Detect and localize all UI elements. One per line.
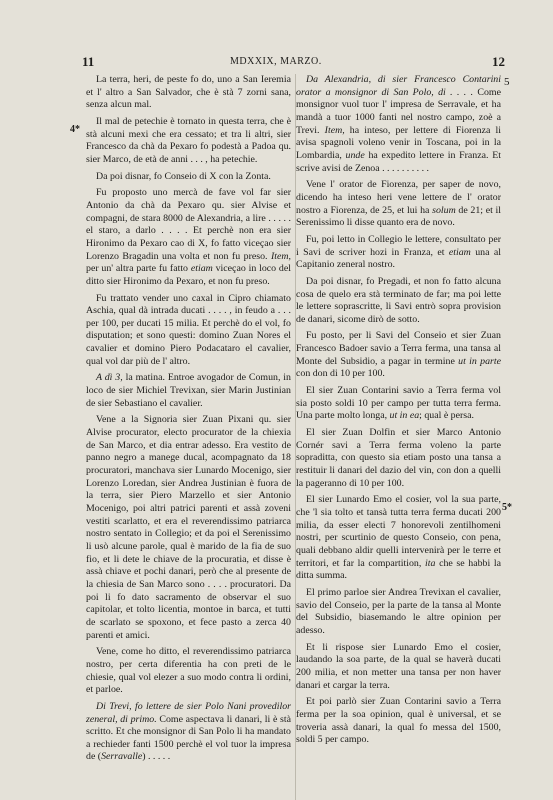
paragraph: Vene a la Signoria sier Zuan Pixani qu. sier Alvise procurator, electo procurator de la chiexia de San Marco, et dia entrar adesso. Era vestito de panno negro a manege ducal, acompagnato da 18 procuratori, manchava sier Lunardo Mocenigo, sier Lorenzo Loredan, sier Andrea Justinian è fuora de la terra, sier Piero Marzello et sier Antonio Mocenigo, poi altri patrici parenti et assà zoveni vestiti scarlatto, et era el reverendissimo patriarca nostro sentato in Collegio; et da poi el Serenissimo li usò alcune parole, qual è marido de la fia de suo fio, et li dete le chiave de la procuratia, et disse è assà chiave et pochi danari, però che al presente de la chiesia de San Marco sono . . . . procuratori. Da poi li fo dato sacramento de observar el suo capitolar, et tolto licentia, montoe in barca, et tutti de scarlato se spoxono, et fece pasto a zerca 40 parenti et amici. <box>86 414 291 641</box>
text-span: la matina. Entroe avogador de Comun, in loco de sier Michiel Trevixan, sier Marin Justinian de sier Sebastiano el cavalier. <box>86 372 291 409</box>
left-column <box>86 74 291 768</box>
header-date: MDXXIX, MARZO. <box>230 56 322 67</box>
text-span: viceçao in loco del ditto sier Hironimo da Pexaro, et non fu preso. <box>86 263 291 287</box>
paragraph <box>296 494 501 583</box>
text-span: ) . . . . . <box>142 751 171 763</box>
date-lead: A dì 3, <box>96 372 123 384</box>
paragraph <box>296 74 501 175</box>
text-span: Come monsignor vuol tuor l' impresa de Serravale, et ha mandà a tuor 1000 fanti nel nostro campo, zoè a Trevi. <box>296 86 501 136</box>
margin-note-right-mid: 5* <box>502 502 512 513</box>
margin-note-right-top: 5 <box>504 76 510 88</box>
page-number-right: 12 <box>492 54 505 69</box>
text-span: ; qual è persa. <box>419 410 474 422</box>
paragraph: Fu trattato vender uno caxal in Cipro chiamato Aschia, qual dà intrada ducati . . . . , in feudo a . . . per 100, per ducati 15 milia. Et perchè do el vol, fo disputation; et sono questi: domino Zuan Nores el cavalier et domino Piero Podacataro el cavalier, qual vol dar più de l' altro. <box>86 292 291 367</box>
paragraph: Et poi parlò sier Zuan Contarini savio a Terra ferma per la soa opinion, qual è universal, et se troveria assà danari, la qual fo messa del 1500, soldi 5 per campo. <box>296 696 501 746</box>
paragraph: Da poi disnar, fo Pregadi, et non fo fatto alcuna cosa de quelo era stà terminato de far; ma poi lette le lettere soprascritte, li Savi entrò sopra provision de danari, sicome dirò de sotto. <box>296 275 501 325</box>
italic-term: Item, <box>324 124 345 136</box>
paragraph <box>296 179 501 230</box>
text-span: Fu posto, per li Savi del Conseio et sier Zuan Francesco Badoer savio a Terra ferma, una tansa al Monte del Subsidio, a pagar in termine <box>296 330 501 367</box>
text-span: Fu proposto uno mercà de fave vol far sier Antonio da chà da Pexaro qu. sier Alvise et compagni, de stara 8000 de Alexandria, a lire . . . . . el staro, a darlo . . . . Et perchè non era sier Hironimo da Pexaro cao di X, fo fatto viceçao sier Lorenzo Bragadin una volta et non fu preso. <box>86 187 291 262</box>
paragraph: Da poi disnar, fo Conseio di X con la Zonta. <box>96 170 271 182</box>
paragraph: Vene, come ho ditto, el reverendissimo patriarca nostro, per certa diferentia ha con preti de le chiesie, qual vol elezer a suo modo contra li ordini, et parloe. <box>86 646 291 696</box>
paragraph <box>86 187 291 288</box>
text-span: con don di 10 per 100. <box>296 368 385 380</box>
italic-term: ut in parte <box>458 355 501 367</box>
paragraph: El sier Zuan Dolfin et sier Marco Antonio Cornér savi a Terra ferma voleno la parte sopraditta, con questo sia etiam posto una tansa a restituir li danari del dazio del vin, con don a quelli la pageranno di 10 per 100. <box>296 427 501 489</box>
text-span: El sier Lunardo Emo el cosier, vol la sua parte, che 'l sia tolto et tansà tutta terra ferma ducati 200 milia, da esser electi 7 honorevoli zentilhomeni nostri, per scurtinio de questo Conseio, con pena, quali debbano aldir quelli intervenirà per le terre et territori, et far la compartition, <box>296 494 501 569</box>
paragraph: La terra, heri, de peste fo do, uno a San Ieremia et l' altro a San Salvador, che è stà 7 zorni sana, senza alcun mal. <box>86 74 291 111</box>
letter-heading: Da Alexandria, di sier Francesco Contarini orator a monsignor di San Polo, di . . . . <box>296 74 501 98</box>
text-span: Come aspectava li danari, li è stà scritto. Et che monsignor di San Polo li ha mandato a rechieder fanti 1500 perchè el vol tuor la impresa de ( <box>86 713 291 763</box>
text-span: Fu, poi letto in Collegio le lettere, consultato per i Savi de scriver hozi in Franza, et <box>296 233 501 258</box>
paragraph <box>86 701 291 764</box>
margin-note-left: 4* <box>70 124 80 135</box>
running-header <box>0 54 553 70</box>
text-span: ha inteso, per lettere di Fiorenza li avisa spagnoli voleno venir in Toscana, poi in la Lombardia, <box>296 124 501 161</box>
text-span: una al Capitanio zeneral nostro. <box>296 246 502 271</box>
page-number-left: 11 <box>82 54 95 69</box>
paragraph <box>296 330 501 381</box>
italic-term: etiam <box>190 263 213 275</box>
paragraph <box>86 372 291 410</box>
text-span: Vene l' orator de Fiorenza, per saper de novo, dicendo ha inteso heri vene lettere de l' orator nostro a Fiorenza, de 25, et lui ha <box>296 179 501 216</box>
paragraph: Il mal de petechie è tornato in questa terra, che è stà alcuni mexi che era cessato; et tra li altri, sier Francesco da chà da Pexaro fo podestà a Padoa qu. sier Marco, de età de anni . . . , ha petechie. <box>86 115 291 165</box>
paragraph: Et li rispose sier Lunardo Emo el cosier, laudando la soa parte, de la qual se haverà ducati 200 milia, et non metter una tansa per non haver danari et cargar la terra. <box>296 641 501 691</box>
paragraph: El primo parloe sier Andrea Trevixan el cavalier, savio del Conseio, per la parte de la tansa al Monte del Subsidio, biasemando le altre opinion per adesso. <box>296 586 501 636</box>
text-span: El sier Zuan Contarini savio a Terra ferma vol sia posto soldi 10 per campo per tutta terra ferma. Una parte molto longa, <box>296 385 501 422</box>
letter-heading: Di Trevi, fo lettere de sier Polo Nani provedilor zeneral, di primo. <box>86 700 291 725</box>
italic-term: etiam <box>448 246 471 258</box>
italic-term: solum <box>432 204 456 216</box>
right-column <box>296 74 501 751</box>
italic-term: Item, <box>270 250 291 262</box>
italic-term: Serravalle <box>101 751 143 763</box>
paragraph <box>296 385 501 423</box>
italic-term: unde <box>345 149 365 161</box>
text-span: che se habbi la ditta summa. <box>296 557 501 582</box>
italic-term: ut in ea <box>389 410 420 422</box>
italic-term: ita <box>424 557 436 569</box>
text-span: de 21; et il Serenissimo li disse quanto era de novo. <box>296 204 501 229</box>
paragraph <box>296 234 501 272</box>
text-span: per un' altra parte fu fatto <box>86 263 191 275</box>
text-span: ha expedito lettere in Franza. Et scrive avisi de Zenoa . . . . . . . . . . <box>296 149 501 174</box>
